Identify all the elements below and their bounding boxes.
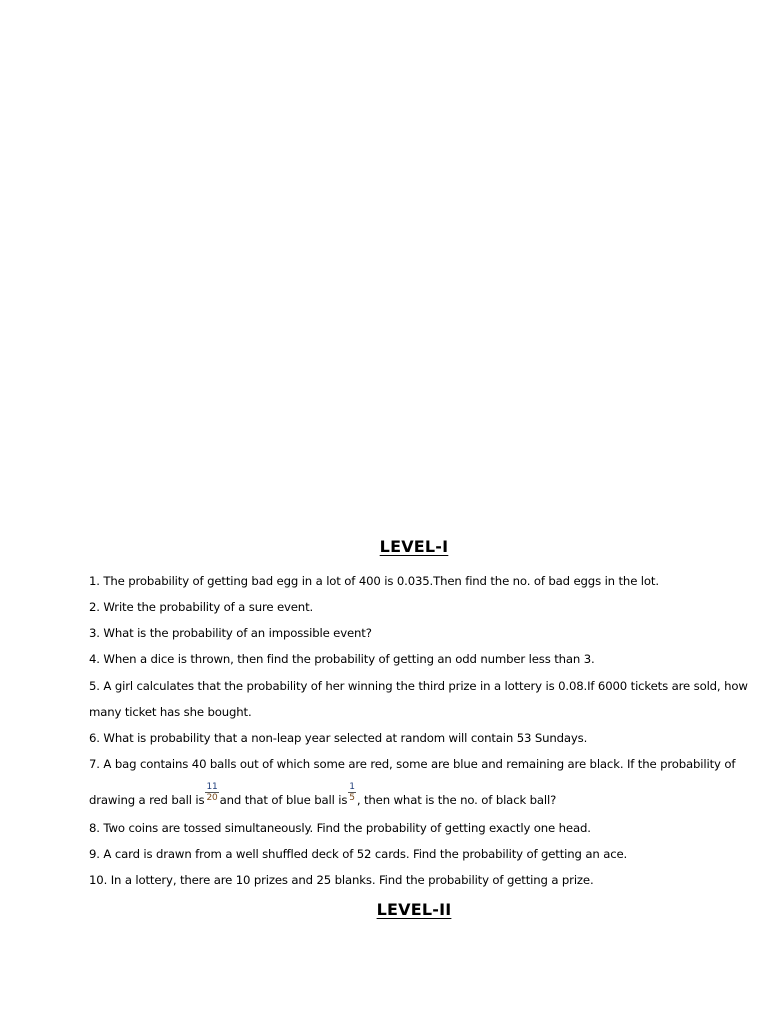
fraction-blue-numerator: 1 bbox=[349, 782, 355, 792]
question-7-text-a: drawing a red ball is bbox=[89, 793, 205, 807]
question-5-line-2: many ticket has she bought. bbox=[89, 705, 252, 719]
question-4: 4. When a dice is thrown, then find the probability of getting an odd number less than 3. bbox=[89, 652, 595, 666]
question-6: 6. What is probability that a non-leap year selected at random will contain 53 Sundays. bbox=[89, 731, 588, 745]
fraction-red-denominator: 20 bbox=[206, 793, 218, 803]
question-7-line-2 bbox=[89, 782, 557, 811]
fraction-red-numerator: 11 bbox=[206, 782, 218, 792]
question-7-text-b: and that of blue ball is bbox=[219, 793, 348, 807]
level-1-heading: LEVEL-I bbox=[379, 537, 449, 556]
question-9: 9. A card is drawn from a well shuffled deck of 52 cards. Find the probability of getting an ace. bbox=[89, 847, 628, 861]
level-2-heading: LEVEL-II bbox=[376, 900, 452, 919]
question-5-line-1: 5. A girl calculates that the probability of her winning the third prize in a lottery is 0.08.If 6000 tickets are sold, how bbox=[89, 679, 748, 693]
question-10: 10. In a lottery, there are 10 prizes and 25 blanks. Find the probability of getting a prize. bbox=[89, 873, 594, 887]
question-7-line-1: 7. A bag contains 40 balls out of which some are red, some are blue and remaining are black. If the probability of bbox=[89, 757, 736, 771]
question-3: 3. What is the probability of an impossible event? bbox=[89, 626, 372, 640]
fraction-blue-ball bbox=[348, 782, 356, 803]
fraction-blue-denominator: 5 bbox=[349, 793, 355, 803]
question-1: 1. The probability of getting bad egg in a lot of 400 is 0.035.Then find the no. of bad eggs in the lot. bbox=[89, 574, 659, 588]
fraction-red-ball bbox=[205, 782, 218, 803]
question-7-text-c: , then what is the no. of black ball? bbox=[356, 793, 557, 807]
question-2: 2. Write the probability of a sure event. bbox=[89, 600, 314, 614]
question-8: 8. Two coins are tossed simultaneously. Find the probability of getting exactly one head. bbox=[89, 821, 591, 835]
